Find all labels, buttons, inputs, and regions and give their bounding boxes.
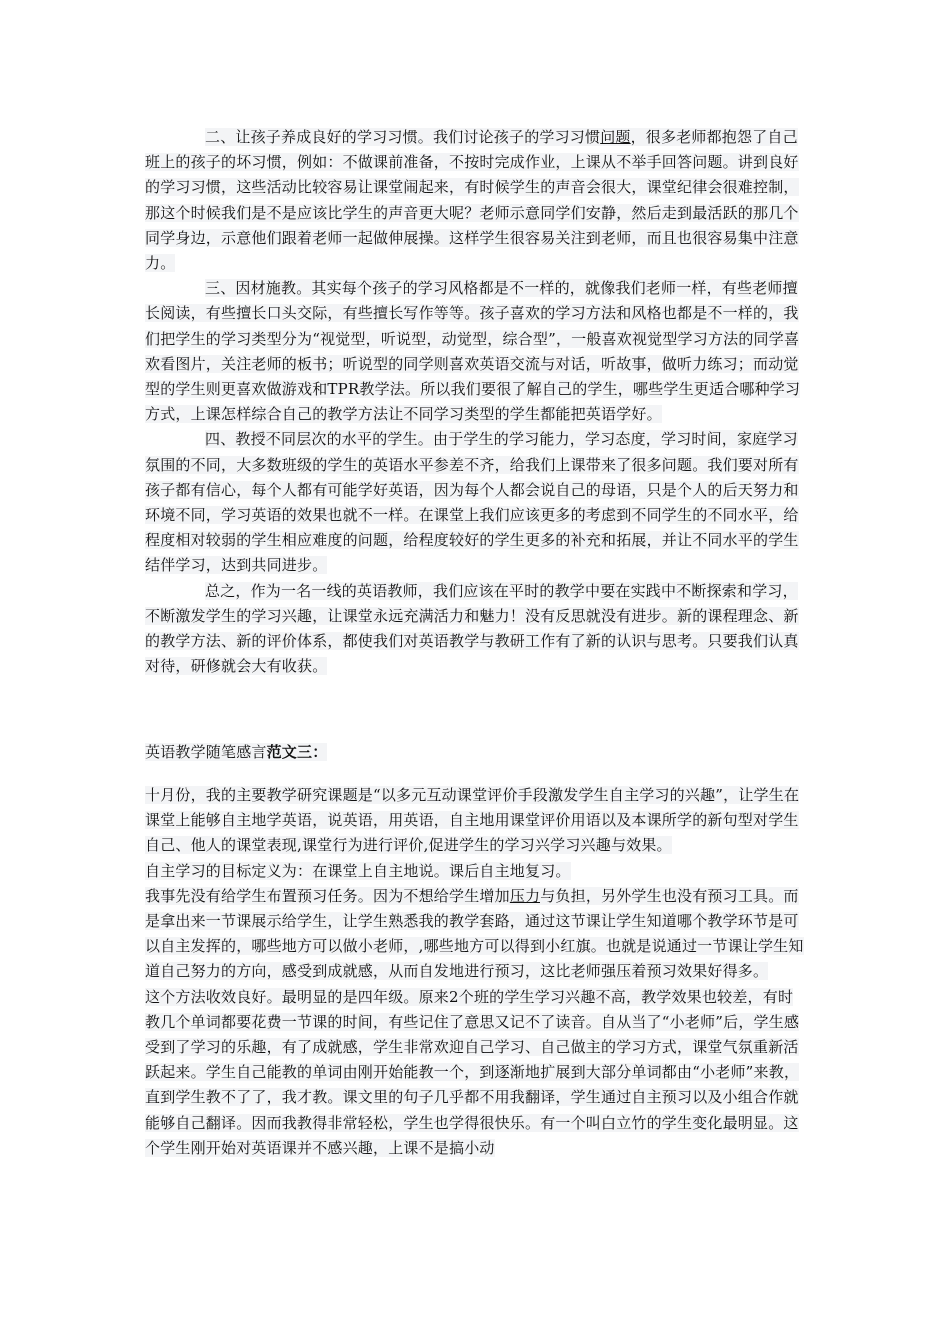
paragraph-topic-text: 十月份，我的主要教学研究课题是“以多元互动课堂评价手段激发学生自主学习的兴趣”，让学生在课堂上能够自主地学英语，说英语，用英语，自主地用课堂评价用语以及本课所学的新句型对学生自己、他人的课堂表现,课堂行为进行评价,促进学生的学习兴学习兴趣与效果。 [145,786,800,855]
paragraph-method-text: 我事先没有给学生布置预习任务。因为不想给学生增加 [145,886,510,905]
paragraph-summary-text: 总之，作为一名一线的英语教师，我们应该在平时的教学中要在实践中不断探索和学习，不断激发学生的学习兴趣，让课堂永远充满活力和魅力！没有反思就没有进步。新的课程理念、新的教学方法、新的评价体系，都使我们对英语教学与教研工作有了新的认识与思考。只要我们认真对待，研修就会大有收获。 [145,581,799,676]
paragraph-teaching-style-text: 三、因材施教。其实每个孩子的学习风格都是不一样的，就像我们老师一样，有些老师擅长阅读，有些擅长口头交际，有些擅长写作等等。孩子喜欢的学习方法和风格也都是不一样的，我们把学生的学习类型分为“视觉型，听说型，动觉型，综合型”，一般喜欢视觉型学习方法的同学喜欢看图片，关注老师的板书；听说型的同学则喜欢英语交流与对话，听故事，做听力练习；而动觉型的学生则更喜欢做游戏和TPR教学法。所以我们要很了解自己的学生，哪些学生更适合哪种学习方式，上课怎样综合自己的教学方法让不同学习类型的学生都能把英语学好。 [145,279,801,424]
paragraph-topic [145,783,807,859]
paragraph-method [145,884,807,985]
paragraph-goal [145,859,807,884]
heading-normal: 英语教学随笔感言 [145,743,267,761]
heading-bold: 范文三： [266,743,328,761]
paragraph-result-text: 这个方法收效良好。最明显的是四年级。原来2个班的学生学习兴趣不高，教学效果也较差，有时教几个单词都要花费一节课的时间，有些记住了意思又记不了读音。自从当了“小老师”后，学生感受到了学习的乐趣，有了成就感，学生非常欢迎自己学习、自己做主的学习方式，课堂气氛重新活跃起来。学生自己能教的单词由刚开始能教一个，到逐渐地扩展到大部分单词都由“小老师”来教，直到学生教不了了，我才教。课文里的句子几乎都不用我翻译，学生通过自主预习以及小组合作就能够自己翻译。因而我教得非常轻松，学生也学得很快乐。有一个叫白立竹的学生变化最明显。这个学生刚开始对英语课并不感兴趣，上课不是搞小动 [145,987,800,1157]
essay-section-top [145,125,807,679]
heading-line [145,740,807,765]
paragraph-levels-text: 四、教授不同层次的水平的学生。由于学生的学习能力，学习态度，学习时间，家庭学习氛围的不同，大多数班级的学生的英语水平参差不齐，给我们上课带来了很多问题。我们要对所有孩子都有信心，每个人都有可能学好英语，因为每个人都会说自己的母语，只是个人的后天努力和环境不同，学习英语的效果也就不一样。在课堂上我们应该更多的考虑到不同学生的不同水平，给程度相对较弱的学生相应难度的问题，给程度较好的学生更多的补充和拓展，并让不同水平的学生结伴学习，达到共同进步。 [145,430,799,575]
essay-section-bottom [145,783,807,1161]
paragraph-result [145,985,807,1161]
paragraph-habits [145,125,807,276]
paragraph-goal-text: 自主学习的目标定义为：在课堂上自主地说。课后自主地复习。 [145,861,571,880]
paragraph-teaching-style [145,276,807,427]
link-wenti[interactable]: 问题 [600,128,631,146]
link-yali[interactable]: 压力 [509,886,541,905]
section-heading [145,740,807,765]
paragraph-method-text-cont: 与负担，另外学生也没有预习工具。而是拿出来一节课展示给学生，让学生熟悉我的教学套路，通过这节课让学生知道哪个教学环节是可以自主发挥的，哪些地方可以做小老师，,哪些地方可以得到小红旗。也就是说通过一节课让学生知道自己努力的方向，感受到成就感，从而自发地进行预习，这比老师强压着预习效果好得多。 [145,886,804,981]
paragraph-habits-text: 二、让孩子养成良好的学习习惯。我们讨论孩子的学习习惯 [205,128,601,146]
paragraph-levels [145,427,807,578]
paragraph-summary [145,579,807,680]
paragraph-habits-text-cont: ，很多老师都抱怨了自己班上的孩子的坏习惯，例如：不做课前准备，不按时完成作业，上课从不举手回答问题。讲到良好的学习习惯，这些活动比较容易让课堂闹起来，有时候学生的声音会很大，课堂纪律会很难控制，那这个时候我们是不是应该比学生的声音更大呢？老师示意同学们安静，然后走到最活跃的那几个同学身边，示意他们跟着老师一起做伸展操。这样学生很容易关注到老师，而且也很容易集中注意力。 [145,128,799,273]
